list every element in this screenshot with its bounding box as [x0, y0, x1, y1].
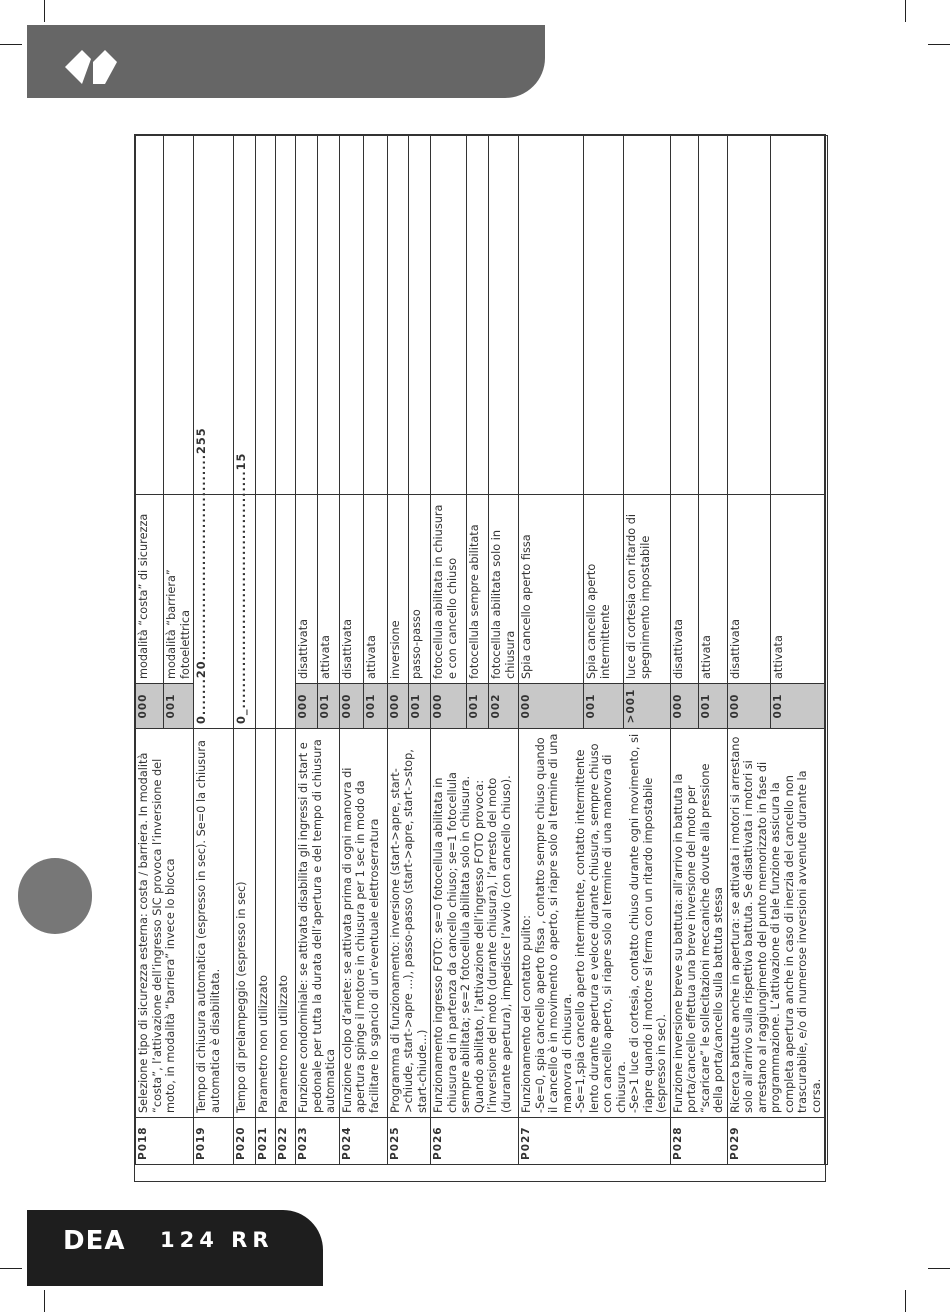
param-value: 000 [296, 684, 318, 729]
blank-cell [467, 136, 489, 495]
blank-cell [234, 136, 256, 495]
param-code: P023 [296, 1118, 340, 1165]
param-value: 001 [363, 684, 387, 729]
blank-cell [363, 136, 387, 495]
empty-cell [276, 495, 296, 729]
param-option: fotocellula abilitata solo in chiusura [489, 495, 519, 684]
table-row [234, 136, 256, 1165]
blank-cell [489, 136, 519, 495]
param-description: Funzione colpo d’ariete: se attivata prima di ogni manovra di apertura spinge il motore in chiusura per 1 sec in modo da facilitare lo sgancio di un’eventuale elettroserratura [339, 729, 387, 1118]
table-row [194, 136, 234, 1165]
param-code: P018 [136, 1118, 194, 1165]
empty-cell [825, 136, 828, 1165]
param-description: Tempo di prelampeggio (espresso in sec) [234, 729, 256, 1118]
param-code: P025 [387, 1118, 431, 1165]
scale-value: 0_.............................................15 [235, 452, 248, 724]
blank-cell [431, 136, 467, 495]
param-option: passo-passo [409, 495, 431, 684]
param-value: 001 [164, 684, 194, 729]
blank-cell [276, 136, 296, 495]
param-option: attivata [363, 495, 387, 684]
crop-mark [905, 1290, 906, 1312]
param-option: modalità “barriera” fotoelettrica [164, 495, 194, 684]
blank-cell [624, 136, 670, 495]
param-code: P021 [256, 1118, 276, 1165]
param-code: P028 [670, 1118, 727, 1165]
table-row [519, 136, 584, 1165]
param-code: P029 [727, 1118, 825, 1165]
table-row [136, 136, 164, 1165]
empty-cell [256, 495, 276, 729]
param-value: 000 [431, 684, 467, 729]
param-description: Parametro non utilizzato [256, 729, 276, 1118]
desc-line: -Se=0, spia cancello aperto fissa , contatto sempre chiuso quando il cancello è in movimento o aperto, si riapre solo al termine di una manovra di chiusura. [533, 733, 574, 1113]
param-value: 000 [136, 684, 164, 729]
param-option: inversione [387, 495, 409, 684]
param-scale [234, 452, 256, 729]
table-row [339, 136, 363, 1165]
crop-mark [44, 0, 45, 22]
param-description: Tempo di chiusura automatica (espresso in sec). Se=0 la chiusura automatica è disabilitata. [194, 729, 234, 1118]
param-option: Spia cancello aperto intermittente [584, 495, 624, 684]
desc-line: Funzionamento del contatto pulito: [520, 915, 533, 1113]
param-description: Programma di funzionamento: inversione (start->apre, start->chiude, start->apre ...), passo-passo (start->apre, start->stop, start-chiude...) [387, 729, 431, 1118]
param-option: disattivata [339, 495, 363, 684]
crop-mark [44, 1290, 45, 1312]
blank-cell [136, 136, 164, 495]
blank-cell [770, 136, 824, 495]
param-value: >001 [624, 684, 670, 729]
page-number: 124 RR [160, 1228, 274, 1252]
section-tab [18, 858, 92, 934]
param-value: 001 [699, 684, 728, 729]
param-code: P020 [234, 1118, 256, 1165]
param-option: attivata [699, 495, 728, 684]
blank-cell [409, 136, 431, 495]
param-code: P019 [194, 1118, 234, 1165]
param-scale [194, 427, 234, 729]
param-description: Funzionamento ingresso FOTO: se=0 fotocellula abilitata in chiusura ed in partenza da cancello chiuso; se=1 fotocellula sempre abilitata; se=2 fotocellula abilitata solo in chiusura. Quando abilitato, l’attivazione dell’ingresso FOTO provoca: l’inversione del moto (durante chiusura), l’arresto del moto (durante apertura), impedisce l’avvio (con cancello chiuso). [431, 729, 519, 1118]
param-description [519, 729, 671, 1118]
table-row [670, 136, 699, 1165]
scale-value: 0.......20.......................................255 [195, 427, 208, 724]
blank-cell [256, 136, 276, 495]
param-description: Funzione inversione breve su battuta: all’arrivo in battuta la porta/cancello effettua una breve inversione del moto per “scaricare” le sollecitazioni meccaniche dovute alla pressione della porta/cancello sulla battuta stessa [670, 729, 727, 1118]
param-code: P026 [431, 1118, 519, 1165]
blank-cell [519, 136, 584, 495]
param-value: 000 [670, 684, 699, 729]
brand-logo-icon [65, 50, 117, 84]
param-description: Parametro non utilizzato [276, 729, 296, 1118]
crop-mark [928, 1268, 950, 1269]
param-value: 001 [317, 684, 339, 729]
param-value: 001 [770, 684, 824, 729]
param-description: Funzione condominiale: se attivata disabilita gli ingressi di start e pedonale per tutta la durata dell’apertura e del tempo di chiusura automatica [296, 729, 340, 1118]
table-row [387, 136, 409, 1165]
blank-cell [584, 136, 624, 495]
table-row [296, 136, 318, 1165]
param-value: 000 [339, 684, 363, 729]
dea-logo: DEA [63, 1226, 126, 1256]
param-option: attivata [770, 495, 824, 684]
param-code: P027 [519, 1118, 671, 1165]
param-value: 001 [409, 684, 431, 729]
blank-cell [296, 136, 318, 495]
crop-mark [905, 0, 906, 22]
param-option: disattivata [727, 495, 770, 684]
crop-mark [0, 44, 22, 45]
blank-cell [317, 136, 339, 495]
param-option: modalità “costa” di sicurezza [136, 495, 164, 684]
desc-line: -Se>1 luce di cortesia, contatto chiuso durante ogni movimento, si riapre quando il motore si ferma con un ritardo impostabile (espresso in sec). [628, 733, 668, 1113]
blank-cell [387, 136, 409, 495]
blank-cell [670, 136, 699, 495]
parameter-table-rotated [135, 135, 823, 1165]
blank-cell [699, 136, 728, 495]
table-row [276, 136, 296, 1165]
blank-cell [339, 136, 363, 495]
param-option: fotocellula sempre abilitata [467, 495, 489, 684]
crop-mark [0, 1268, 22, 1269]
param-value: 000 [519, 684, 584, 729]
param-option: attivata [317, 495, 339, 684]
param-value: 001 [584, 684, 624, 729]
param-value: 000 [387, 684, 409, 729]
blank-cell [164, 136, 194, 495]
table-row [727, 136, 770, 1165]
param-value: 002 [489, 684, 519, 729]
table-row [256, 136, 276, 1165]
param-code: P022 [276, 1118, 296, 1165]
param-description: Ricerca battute anche in apertura: se attivata i motori si arrestano solo all’arrivo sulla rispettiva battuta. Se disattivata i motori si arrestano al raggiungimento del punto memorizzato in fase di programmazione. L’attivazione di tale funzione assicura la completa apertura anche in caso di inerzia del cancello non trascurabile, e/o di numerose inversioni avvenute durante la corsa. [727, 729, 825, 1118]
table-row [431, 136, 467, 1165]
param-value: 001 [467, 684, 489, 729]
desc-line: -Se=1,spia cancello aperto intermittente, contatto intermittente lento durante apertura e veloce durante chiusura, sempre chiuso con cancello aperto, si riapre solo al termine di una manovra di chiusura. [574, 743, 628, 1113]
crop-mark [928, 44, 950, 45]
param-value: 000 [727, 684, 770, 729]
param-code: P024 [339, 1118, 387, 1165]
table-row [825, 136, 828, 1165]
param-option: disattivata [670, 495, 699, 684]
param-option: Spia cancello aperto fissa [519, 495, 584, 684]
parameter-table [135, 135, 828, 1165]
param-option: disattivata [296, 495, 318, 684]
param-description: Selezione tipo di sicurezza esterna: costa / barriera. In modalità “costa”, l’attivazione dell’ingresso SIC provoca l’inversione del moto, in modalità “barriera” invece lo blocca [136, 729, 194, 1118]
param-option: luce di cortesia con ritardo di spegnimento impostabile [624, 495, 670, 684]
param-option: fotocellula abilitata in chiusura e con cancello chiuso [431, 495, 467, 684]
blank-cell [727, 136, 770, 495]
